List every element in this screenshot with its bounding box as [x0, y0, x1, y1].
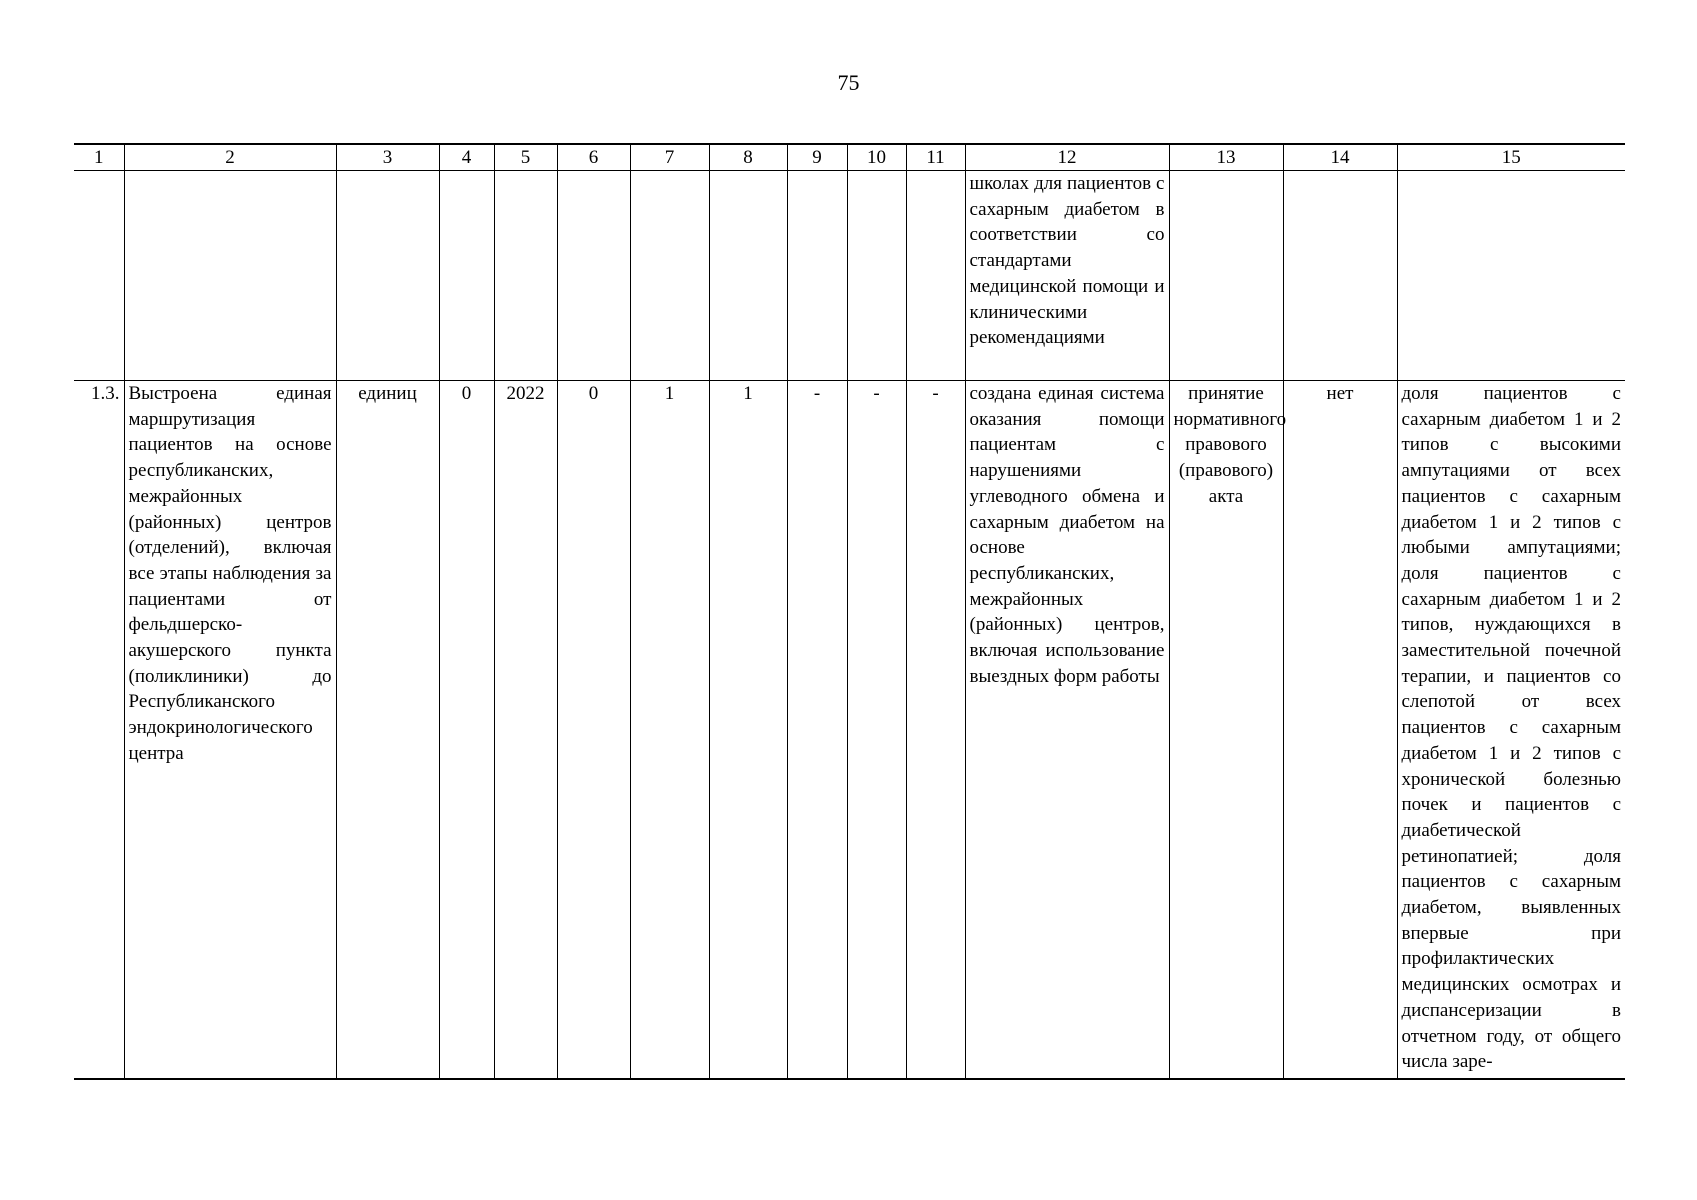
- cell-value-col9: -: [787, 381, 847, 1080]
- cell-base-year: 2022: [494, 381, 557, 1080]
- cell-indicators: доля пациентов с сахарным диабетом 1 и 2 типов с высокими ампутациями от всех пациентов с сахарным диабетом 1 и 2 типов с любыми ампутациями; доля пациентов с сахарным диабетом 1 и 2 типов, нуждающихся в заместительной почечной терапии, и пациентов со слепотой от всех пациентов с сахарным диабетом 1 и 2 типов с хронической болезнью почек и пациентов с диабетической ретинопатией; доля пациентов с сахарным диабетом, выявленных впервые при профилактических медицинских осмотрах и диспансеризации в отчетном году, от общего числа заре-: [1397, 381, 1625, 1080]
- column-header-4: 4: [439, 144, 494, 171]
- cell-empty: [336, 171, 439, 381]
- cell-empty: [557, 171, 630, 381]
- cell-empty: [74, 171, 124, 381]
- cell-empty: [1169, 171, 1283, 381]
- column-header-13: 13: [1169, 144, 1283, 171]
- cell-event-name: Выстроена единая маршрутизация пациентов на основе республиканских, межрайонных (районных) центров (отделений), включая все этапы наблюдения за пациентами от фельдшерско-акушерского пункта (поликлиники) до Республиканского эндокринологического центра: [124, 381, 336, 1080]
- cell-empty: [630, 171, 709, 381]
- cell-result: создана единая система оказания помощи пациентам с нарушениями углеводного обмена и сахарным диабетом на основе республиканских, межрайонных (районных) центров, включая использование выездных форм работы: [965, 381, 1169, 1080]
- cell-empty: [494, 171, 557, 381]
- cell-empty: [1283, 171, 1397, 381]
- cell-empty: [124, 171, 336, 381]
- cell-value-col8: 1: [709, 381, 787, 1080]
- column-header-6: 6: [557, 144, 630, 171]
- cell-value-col10: -: [847, 381, 906, 1080]
- column-header-11: 11: [906, 144, 965, 171]
- column-header-5: 5: [494, 144, 557, 171]
- column-header-9: 9: [787, 144, 847, 171]
- document-table: [74, 143, 1625, 1080]
- column-header-14: 14: [1283, 144, 1397, 171]
- column-header-1: 1: [74, 144, 124, 171]
- cell-col14: нет: [1283, 381, 1397, 1080]
- column-header-3: 3: [336, 144, 439, 171]
- cell-empty: [787, 171, 847, 381]
- cell-result-type: принятие нормативного правового (правового) акта: [1169, 381, 1283, 1080]
- column-header-12: 12: [965, 144, 1169, 171]
- cell-value-col11: -: [906, 381, 965, 1080]
- cell-empty: [847, 171, 906, 381]
- cell-base-value: 0: [439, 381, 494, 1080]
- cell-unit: единиц: [336, 381, 439, 1080]
- table-row: [74, 381, 1625, 1080]
- cell-value-col7: 1: [630, 381, 709, 1080]
- cell-empty: [439, 171, 494, 381]
- column-header-8: 8: [709, 144, 787, 171]
- column-header-2: 2: [124, 144, 336, 171]
- column-header-7: 7: [630, 144, 709, 171]
- cell-empty: [906, 171, 965, 381]
- cell-empty: [1397, 171, 1625, 381]
- table-header-row: [74, 144, 1625, 171]
- cell-value-col6: 0: [557, 381, 630, 1080]
- column-header-15: 15: [1397, 144, 1625, 171]
- cell-result-continuation: школах для пациентов с сахарным диабетом в соответствии со стандартами медицинской помощи и клиническими рекомендациями: [965, 171, 1169, 381]
- table-row-continuation: [74, 171, 1625, 381]
- column-header-10: 10: [847, 144, 906, 171]
- cell-empty: [709, 171, 787, 381]
- page-number: 75: [837, 70, 860, 95]
- cell-item-number: 1.3.: [74, 381, 124, 1080]
